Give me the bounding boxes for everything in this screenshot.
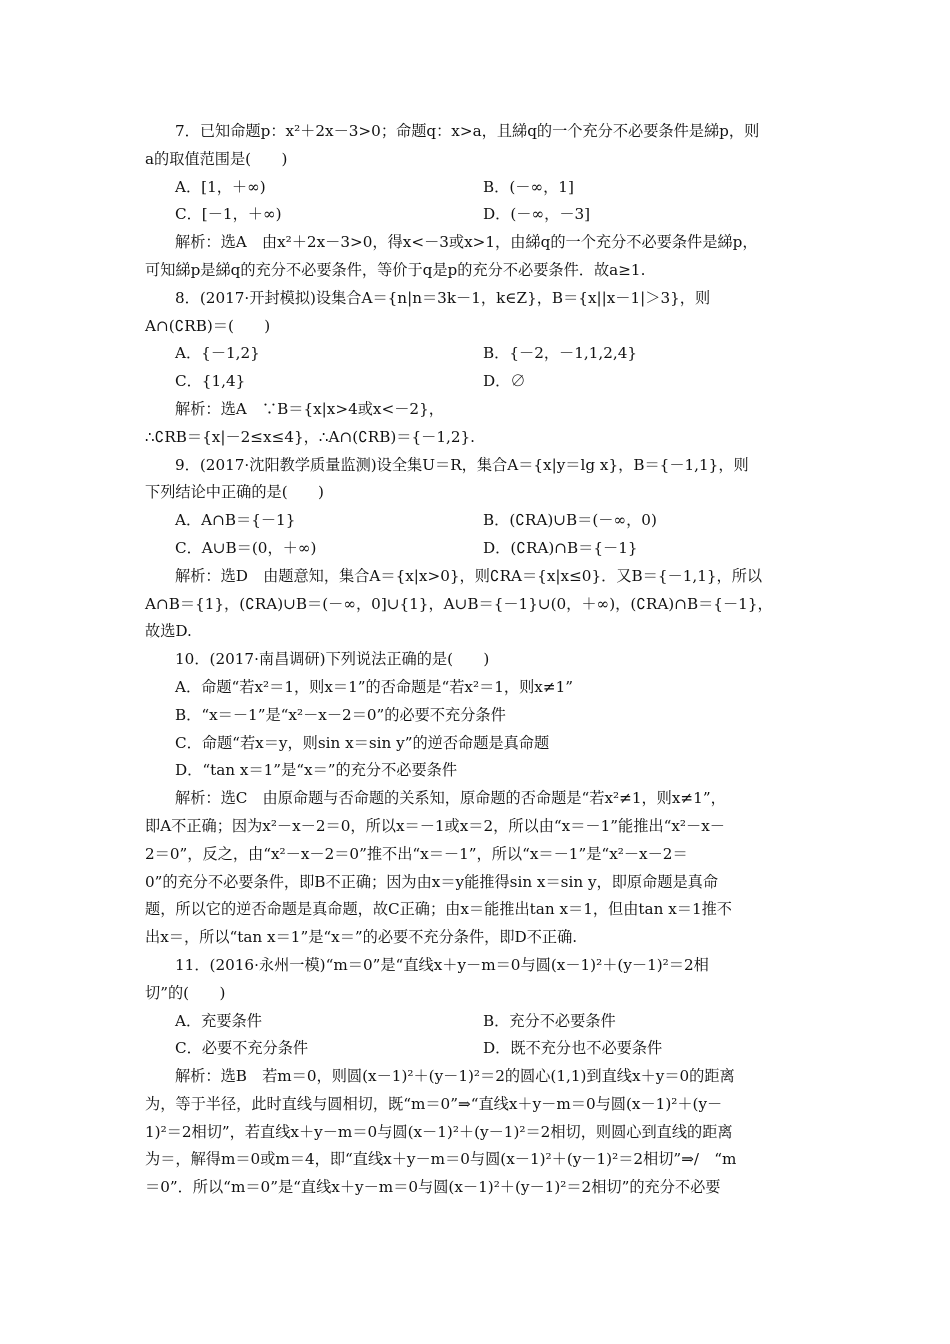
option-row bbox=[145, 1008, 809, 1036]
question-10 bbox=[145, 646, 809, 952]
option-b: B．(∁RA)∪B＝(－∞，0) bbox=[483, 511, 657, 530]
option-c: C．必要不充分条件 bbox=[175, 1039, 309, 1058]
option-row bbox=[145, 340, 809, 368]
option-row bbox=[145, 507, 809, 535]
solution-line: 即A不正确；因为x²－x－2＝0，所以x＝－1或x＝2，所以由“x＝－1”能推出“x²－x－ bbox=[145, 816, 725, 835]
question-stem-line: 7．已知命题p：x²＋2x－3>0；命题q：x>a，且綈q的一个充分不必要条件是綈p，则 bbox=[175, 122, 760, 140]
option-a: A．充要条件 bbox=[175, 1011, 262, 1030]
solution-line: 0”的充分不必要条件，即B不正确；因为由x＝y能推得sin x＝sin y，即原命题是真命 bbox=[145, 872, 719, 891]
option-d: D．(∁RA)∩B＝{－1} bbox=[483, 538, 638, 557]
option-d: D．∅ bbox=[483, 372, 526, 391]
option-a: A．{－1,2} bbox=[175, 344, 260, 363]
solution-line: 解析：选A 由x²＋2x－3>0，得x<－3或x>1，由綈q的一个充分不必要条件是綈p， bbox=[175, 233, 758, 252]
document-page bbox=[145, 118, 809, 1202]
solution-line: ＝0”．所以“m＝0”是“直线x＋y－m＝0与圆(x－1)²＋(y－1)²＝2相切”的充分不必要 bbox=[145, 1178, 721, 1197]
option-row bbox=[145, 535, 809, 563]
solution-line: ∴∁RB＝{x|－2≤x≤4}，∴A∩(∁RB)＝{－1,2}. bbox=[145, 427, 475, 446]
solution-line: 解析：选A ∵B＝{x|x>4或x<－2}， bbox=[175, 399, 444, 418]
question-stem-line: 8．(2017·开封模拟)设集合A＝{n|n＝3k－1，k∈Z}，B＝{x||x－1|＞3}，则 bbox=[175, 288, 711, 307]
option-row bbox=[145, 201, 809, 229]
question-9 bbox=[145, 452, 809, 647]
solution-line: 为，等于半径，此时直线与圆相切，既“m＝0”⇒“直线x＋y－m＝0与圆(x－1)²＋(y－ bbox=[145, 1094, 723, 1113]
solution-line: 出x＝，所以“tan x＝1”是“x＝”的必要不充分条件，即D不正确. bbox=[145, 928, 578, 947]
option-d: D．(－∞，－3] bbox=[483, 205, 591, 224]
solution-line: 故选D. bbox=[145, 622, 192, 641]
solution-line: 解析：选D 由题意知，集合A＝{x|x>0}，则∁RA＝{x|x≤0}．又B＝{－1,1}，所以 bbox=[175, 566, 763, 585]
question-stem-line: 9．(2017·沈阳教学质量监测)设全集U＝R，集合A＝{x|y＝lg x}，B＝{－1,1}，则 bbox=[175, 455, 749, 474]
option-b: B．{－2，－1,1,2,4} bbox=[483, 344, 638, 363]
solution-line: 解析：选C 由原命题与否命题的关系知，原命题的否命题是“若x²≠1，则x≠1”， bbox=[175, 789, 726, 808]
solution-line: 可知綈p是綈q的充分不必要条件，等价于q是p的充分不必要条件．故a≥1. bbox=[145, 260, 646, 279]
option-b: B．充分不必要条件 bbox=[483, 1011, 616, 1030]
question-stem-line: a的取值范围是( ) bbox=[145, 149, 288, 168]
question-stem-line: 10．(2017·南昌调研)下列说法正确的是( ) bbox=[175, 650, 490, 669]
solution-line: 为＝，解得m＝0或m＝4，即“直线x＋y－m＝0与圆(x－1)²＋(y－1)²＝2相切”⇒/ “m bbox=[145, 1150, 737, 1169]
option-d: D．“tan x＝1”是“x＝”的充分不必要条件 bbox=[175, 761, 458, 780]
option-a: A．A∩B＝{－1} bbox=[175, 511, 296, 530]
option-c: C．命题“若x＝y，则sin x＝sin y”的逆否命题是真命题 bbox=[175, 733, 550, 752]
option-row bbox=[145, 368, 809, 396]
solution-line: 题，所以它的逆否命题是真命题，故C正确；由x＝能推出tan x＝1，但由tan x＝1推不 bbox=[145, 900, 732, 919]
option-d: D．既不充分也不必要条件 bbox=[483, 1039, 663, 1058]
option-c: C．[－1，＋∞) bbox=[175, 205, 282, 224]
question-stem-line: A∩(∁RB)＝( ) bbox=[145, 316, 271, 335]
option-a: A．命题“若x²＝1，则x＝1”的否命题是“若x²＝1，则x≠1” bbox=[175, 677, 574, 696]
option-a: A．[1，＋∞) bbox=[175, 177, 266, 196]
option-b: B．(－∞，1] bbox=[483, 177, 574, 196]
question-stem-line: 切”的( ) bbox=[145, 983, 226, 1002]
question-7 bbox=[145, 118, 809, 285]
question-stem-line: 11．(2016·永州一模)“m＝0”是“直线x＋y－m＝0与圆(x－1)²＋(y－1)²＝2相 bbox=[175, 955, 709, 974]
question-8 bbox=[145, 285, 809, 452]
option-b: B．“x＝－1”是“x²－x－2＝0”的必要不充分条件 bbox=[175, 705, 506, 724]
solution-line: A∩B＝{1}，(∁RA)∪B＝(－∞，0]∪{1}，A∪B＝{－1}∪(0，＋∞)，(∁RA)∩B＝{－1}， bbox=[145, 594, 773, 613]
question-11 bbox=[145, 952, 809, 1202]
option-c: C．A∪B＝(0，＋∞) bbox=[175, 538, 317, 557]
solution-line: 1)²＝2相切”，若直线x＋y－m＝0与圆(x－1)²＋(y－1)²＝2相切，则圆心到直线的距离 bbox=[145, 1122, 733, 1141]
option-row bbox=[145, 174, 809, 202]
solution-line: 2＝0”，反之，由“x²－x－2＝0”推不出“x＝－1”，所以“x＝－1”是“x²－x－2＝ bbox=[145, 844, 688, 863]
solution-line: 解析：选B 若m＝0，则圆(x－1)²＋(y－1)²＝2的圆心(1,1)到直线x＋y＝0的距离 bbox=[175, 1067, 735, 1086]
question-stem-line: 下列结论中正确的是( ) bbox=[145, 483, 324, 502]
option-c: C．{1,4} bbox=[175, 372, 246, 391]
option-row bbox=[145, 1035, 809, 1063]
